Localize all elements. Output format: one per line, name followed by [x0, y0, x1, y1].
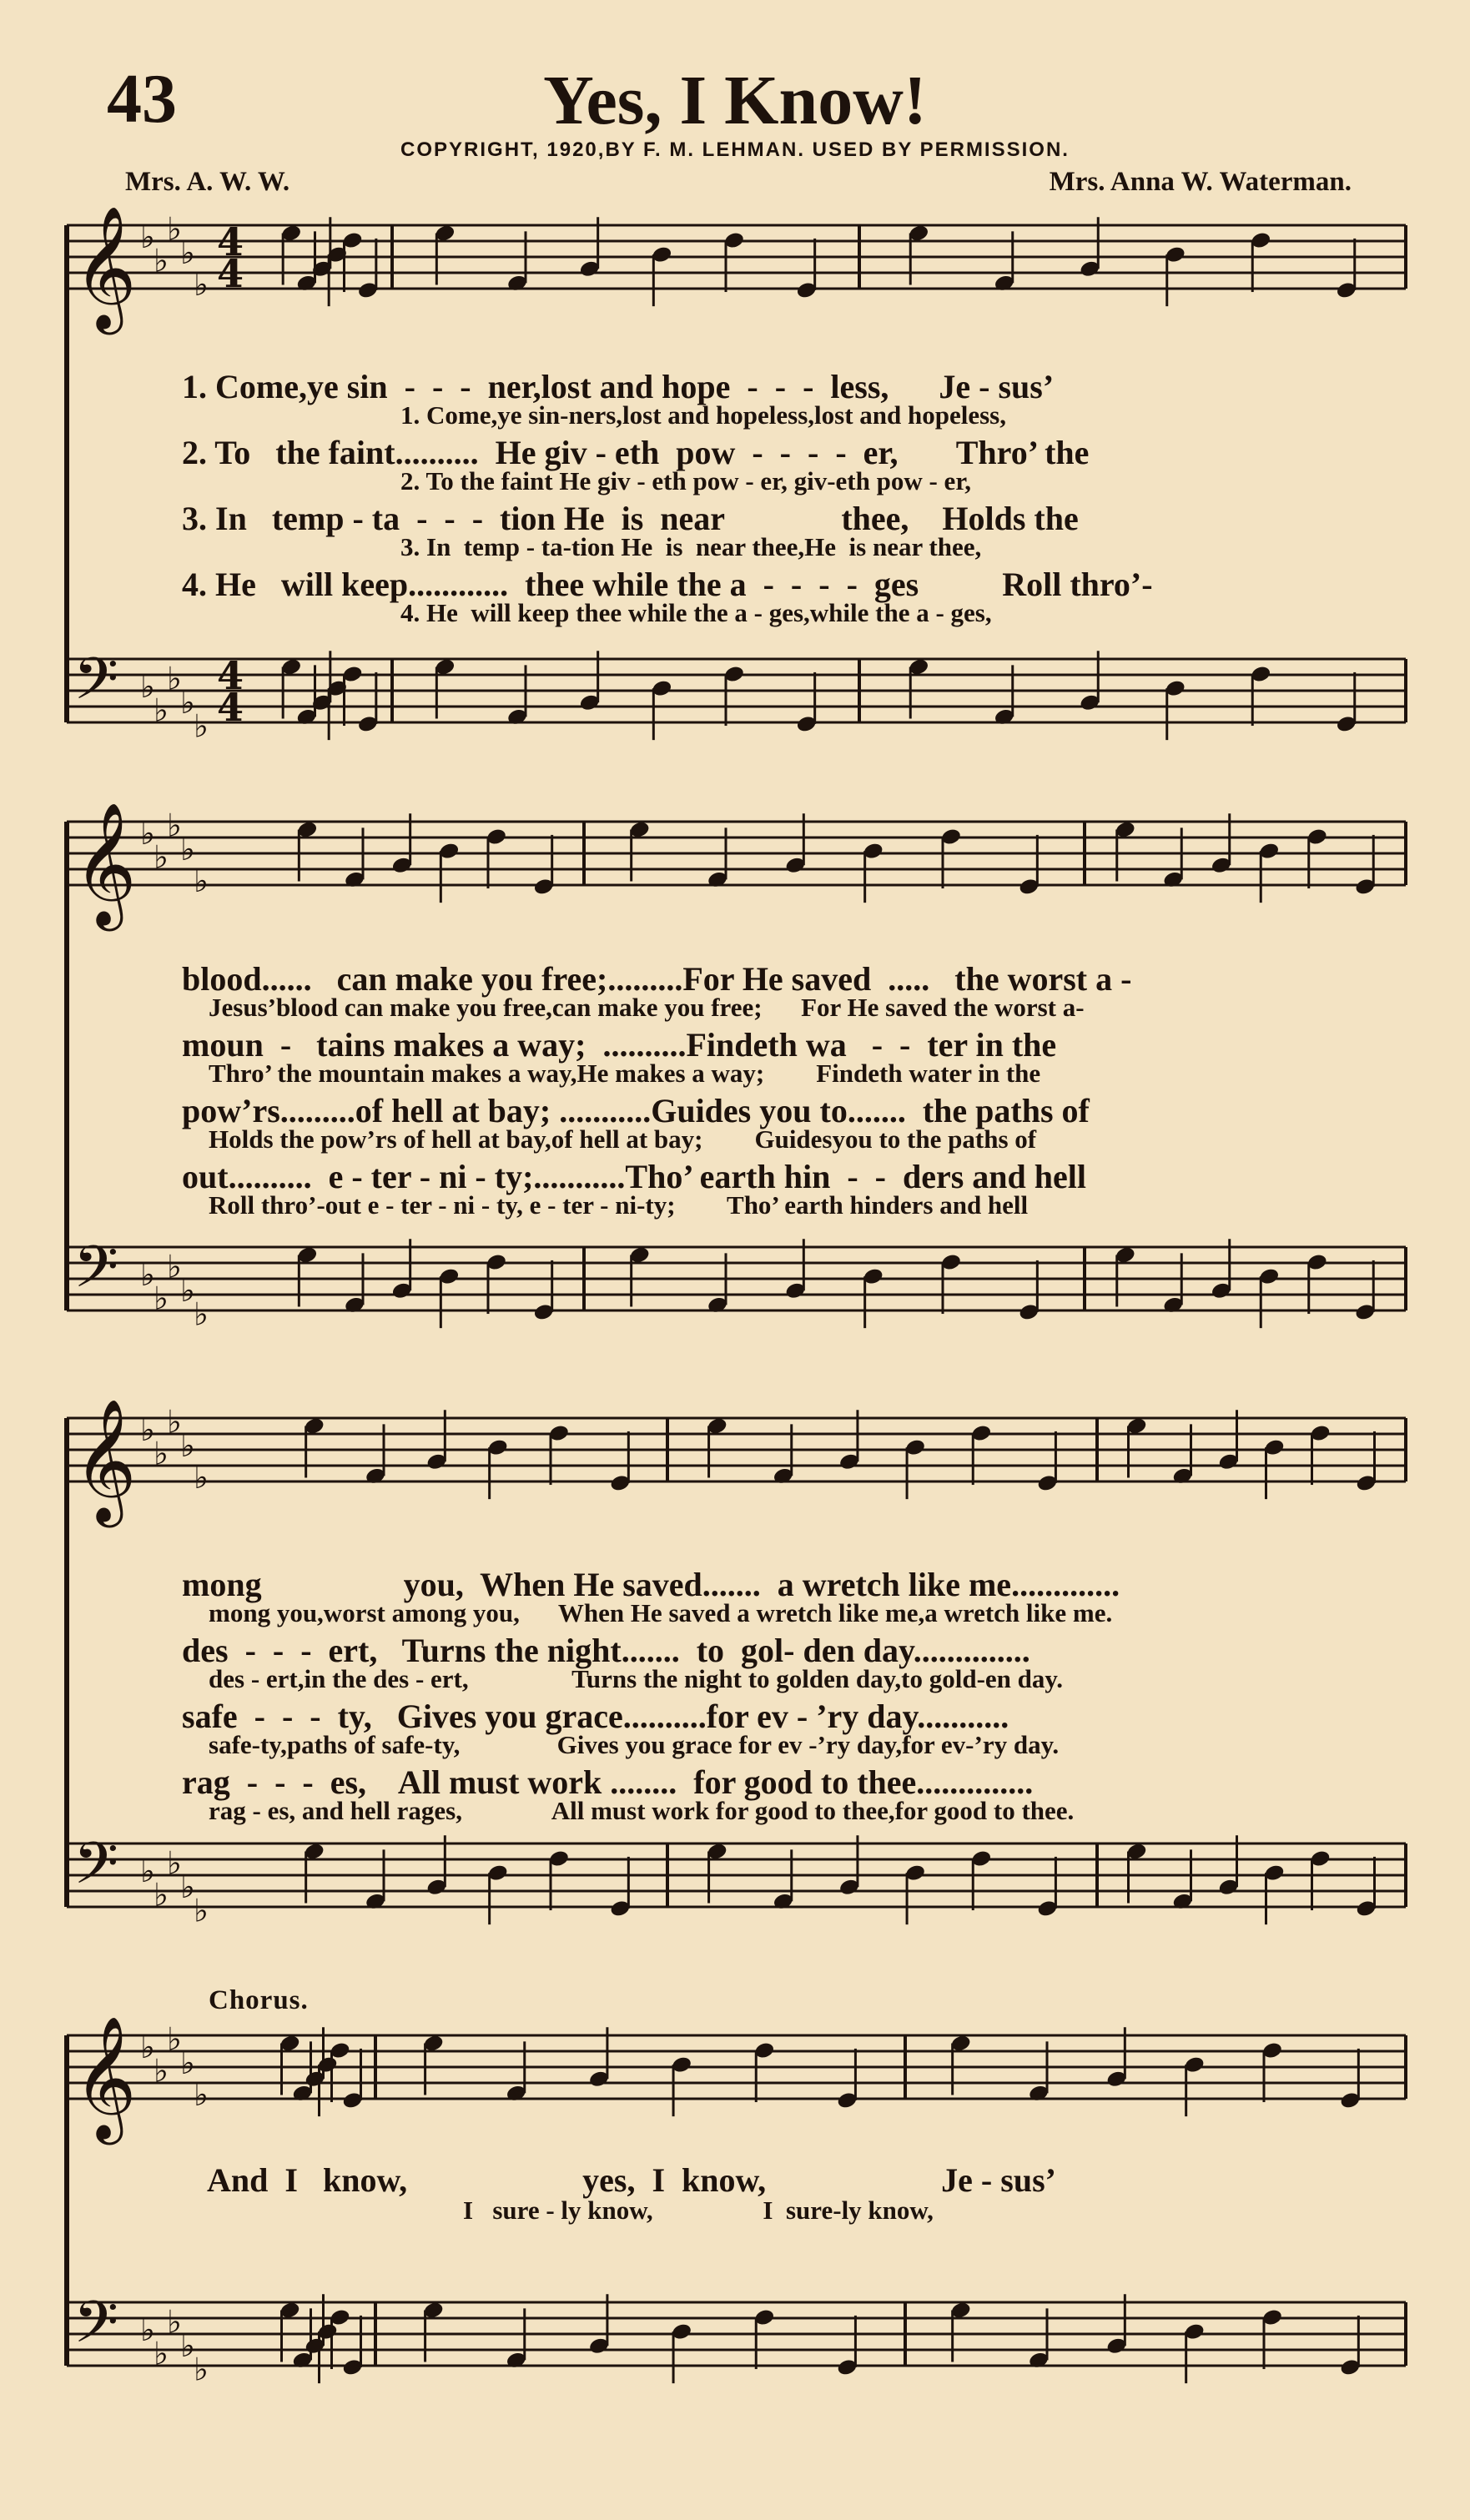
- measure-notes: [280, 217, 379, 306]
- lyric-line: safe - - - ty, Gives you grace..........for ev - ’ry day...........: [182, 1698, 1009, 1735]
- chorus-label: Chorus.: [209, 1985, 309, 2015]
- lyric-line: rag - - - es, All must work ........ for good to thee..............: [182, 1763, 1034, 1801]
- lyric-line: 2. To the faint.......... He giv - eth pow - - - - er, Thro’ the: [182, 434, 1090, 471]
- bass-staff: [67, 2288, 1406, 2388]
- key-flat-icon: ♭: [194, 2350, 209, 2388]
- measure-notes: [434, 217, 817, 306]
- key-flat-icon: ♭: [180, 1426, 195, 1464]
- lyric-subline: 4. He will keep thee while the a - ges,while the a - ges,: [400, 597, 992, 627]
- bass-clef-icon: 𝄢: [73, 2288, 119, 2370]
- time-signature-bottom: 4: [217, 685, 244, 730]
- key-flat-icon: ♭: [140, 1411, 155, 1448]
- lyric-subline: I sure - ly know, I sure-ly know,: [463, 2196, 934, 2225]
- key-flat-icon: ♭: [167, 1402, 182, 1441]
- treble-staff: [67, 1398, 1406, 1527]
- lyric-line: des - - - ert, Turns the night....... to gol- den day..............: [182, 1632, 1030, 1669]
- measure-notes: [296, 1239, 554, 1328]
- measure-notes: [1125, 1835, 1377, 1924]
- measure-notes: [950, 2294, 1362, 2383]
- lyric-subline: mong you,worst among you, When He saved a wretch like me,a wretch like me.: [209, 1597, 1113, 1627]
- key-flat-icon: ♭: [194, 862, 209, 899]
- lyric-line: out.......... e - ter - ni - ty;...........Tho’ earth hin - - ders and hell: [182, 1158, 1087, 1195]
- lyric-line: blood...... can make you free;.........For He saved ..... the worst a -: [182, 960, 1132, 998]
- key-flat-icon: ♭: [140, 1852, 155, 1889]
- lyric-line: pow’rs.........of hell at bay; ...........Guides you to....... the paths of: [182, 1092, 1090, 1129]
- key-flat-icon: ♭: [180, 234, 195, 271]
- lyricist-credit: Mrs. A. W. W.: [125, 167, 290, 197]
- treble-staff: [67, 802, 1406, 931]
- bass-staff: [67, 1829, 1406, 1929]
- key-flat-icon: ♭: [154, 2334, 169, 2372]
- treble-staff: [67, 2015, 1406, 2145]
- key-flat-icon: ♭: [140, 814, 155, 852]
- lyric-line: 1. Come,ye sin - - - ner,lost and hope - - - less, Je - sus’: [182, 368, 1055, 405]
- key-flat-icon: ♭: [180, 683, 195, 721]
- measure-notes: [296, 813, 554, 903]
- lyric-subline: safe-ty,paths of safe-ty, Gives you grace for ev -’ry day,for ev-’ry day.: [209, 1729, 1060, 1759]
- key-flat-icon: ♭: [154, 691, 169, 729]
- time-signature-bottom: 4: [217, 251, 244, 296]
- lyric-subline: Roll thro’-out e - ter - ni - ty, e - ter - ni-ty; Tho’ earth hinders and hell: [209, 1190, 1029, 1220]
- measure-notes: [423, 2294, 858, 2383]
- key-flat-icon: ♭: [140, 2028, 155, 2065]
- composer-credit: Mrs. Anna W. Waterman.: [1049, 167, 1352, 197]
- page-number: 43: [107, 60, 177, 138]
- treble-staff: [67, 205, 1406, 334]
- key-flat-icon: ♭: [140, 1255, 155, 1293]
- key-flat-icon: ♭: [180, 2044, 195, 2081]
- measure-notes: [908, 651, 1357, 740]
- key-flat-icon: ♭: [180, 1868, 195, 1905]
- lyric-line: And I know, yes, I know, Je - sus’: [207, 2161, 1056, 2199]
- lyric-line: moun - tains makes a way; ..........Findeth wa - - ter in the: [182, 1026, 1057, 1064]
- lyric-line: 3. In temp - ta - - - tion He is near thee, Holds the: [182, 500, 1079, 537]
- bass-clef-icon: 𝄢: [73, 645, 119, 727]
- key-flat-icon: ♭: [167, 2020, 182, 2058]
- key-flat-icon: ♭: [140, 667, 155, 705]
- lyric-subline: Jesus’blood can make you free,can make you free; For He saved the worst a-: [209, 992, 1085, 1022]
- key-flat-icon: ♭: [167, 1247, 182, 1285]
- copyright-notice: COPYRIGHT, 1920,BY F. M. LEHMAN. USED BY PERMISSION.: [400, 138, 1070, 161]
- treble-clef-icon: 𝄞: [73, 1398, 137, 1522]
- measure-notes: [280, 651, 379, 740]
- key-flat-icon: ♭: [167, 806, 182, 844]
- measure-notes: [304, 1410, 632, 1499]
- key-flat-icon: ♭: [194, 1458, 209, 1496]
- key-flat-icon: ♭: [154, 1875, 169, 1914]
- measure-notes: [707, 1410, 1059, 1499]
- key-flat-icon: ♭: [194, 265, 209, 303]
- treble-clef-icon: 𝄞: [73, 2015, 137, 2140]
- lyric-subline: 2. To the faint He giv - eth pow - er, giv-eth pow - er,: [400, 465, 971, 495]
- bass-staff: [67, 1233, 1406, 1333]
- song-title: Yes, I Know!: [543, 62, 927, 139]
- key-flat-icon: ♭: [167, 2302, 182, 2341]
- measure-notes: [629, 1239, 1040, 1328]
- key-flat-icon: ♭: [180, 2326, 195, 2364]
- treble-clef-icon: 𝄞: [73, 205, 137, 329]
- lyric-subline: Holds the pow’rs of hell at bay,of hell at bay; Guidesyou to the paths of: [209, 1124, 1037, 1154]
- bass-staff: [67, 645, 1406, 745]
- bass-clef-icon: 𝄢: [73, 1233, 119, 1315]
- treble-clef-icon: 𝄞: [73, 802, 137, 926]
- measure-notes: [434, 651, 817, 740]
- measure-notes: [1115, 1239, 1377, 1328]
- key-flat-icon: ♭: [154, 241, 169, 279]
- measure-notes: [423, 2027, 858, 2116]
- lyric-subline: 1. Come,ye sin-ners,lost and hopeless,lost and hopeless,: [400, 400, 1006, 430]
- lyric-subline: des - ert,in the des - ert, Turns the night to golden day,to gold-en day.: [209, 1663, 1063, 1693]
- key-flat-icon: ♭: [140, 218, 155, 255]
- key-flat-icon: ♭: [194, 707, 209, 745]
- key-flat-icon: ♭: [154, 1279, 169, 1317]
- lyric-line: 4. He will keep............ thee while the a - - - - ges Roll thro’-: [182, 566, 1153, 603]
- time-signature-top: 4: [217, 653, 244, 698]
- measure-notes: [279, 2294, 363, 2383]
- measure-notes: [304, 1835, 632, 1924]
- lyric-subline: rag - es, and hell rages, All must work for good to thee,for good to thee.: [209, 1795, 1075, 1825]
- key-flat-icon: ♭: [167, 1843, 182, 1882]
- lyric-subline: 3. In temp - ta-tion He is near thee,He is near thee,: [400, 531, 982, 561]
- key-flat-icon: ♭: [194, 1891, 209, 1929]
- measure-notes: [908, 217, 1357, 306]
- key-flat-icon: ♭: [154, 1434, 169, 1472]
- key-flat-icon: ♭: [194, 1295, 209, 1333]
- key-flat-icon: ♭: [180, 830, 195, 868]
- key-flat-icon: ♭: [167, 659, 182, 697]
- key-flat-icon: ♭: [154, 837, 169, 876]
- measure-notes: [629, 813, 1040, 903]
- key-flat-icon: ♭: [180, 1271, 195, 1309]
- measure-notes: [279, 2027, 363, 2116]
- measure-notes: [1125, 1410, 1377, 1499]
- key-flat-icon: ♭: [167, 209, 182, 248]
- key-flat-icon: ♭: [154, 2051, 169, 2090]
- measure-notes: [1115, 813, 1377, 903]
- bass-clef-icon: 𝄢: [73, 1829, 119, 1911]
- key-flat-icon: ♭: [194, 2075, 209, 2113]
- key-flat-icon: ♭: [140, 2311, 155, 2348]
- measure-notes: [707, 1835, 1059, 1924]
- lyric-subline: Thro’ the mountain makes a way,He makes a way; Findeth water in the: [209, 1058, 1041, 1088]
- time-signature-top: 4: [217, 219, 244, 264]
- lyric-line: mong you, When He saved....... a wretch like me.............: [182, 1566, 1120, 1603]
- measure-notes: [950, 2027, 1362, 2116]
